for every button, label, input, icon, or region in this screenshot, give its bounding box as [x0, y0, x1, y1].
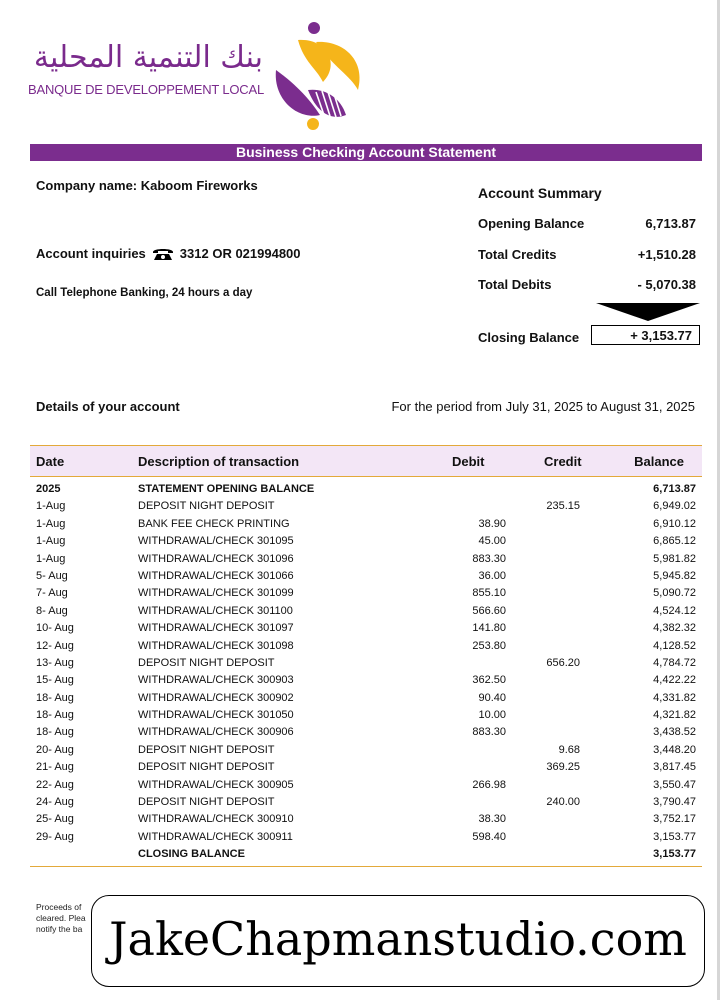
cell-description: DEPOSIT NIGHT DEPOSIT	[138, 743, 275, 756]
footnote-line: cleared. Plea	[36, 913, 86, 923]
total-credits-value: +1,510.28	[637, 247, 696, 262]
table-row	[30, 707, 702, 724]
cell-balance: 6,910.12	[653, 517, 696, 530]
cell-date: 7- Aug	[36, 587, 68, 600]
cell-date: 25- Aug	[36, 813, 74, 826]
cell-balance: 3,448.20	[653, 743, 696, 756]
table-row	[30, 724, 702, 741]
cell-balance: 4,321.82	[653, 709, 696, 722]
cell-debit: 141.80	[472, 622, 506, 635]
cell-description: WITHDRAWAL/CHECK 301096	[138, 552, 294, 565]
cell-description: DEPOSIT NIGHT DEPOSIT	[138, 500, 275, 513]
cell-date: 13- Aug	[36, 656, 74, 669]
cell-balance: 4,331.82	[653, 691, 696, 704]
cell-balance: 5,945.82	[653, 569, 696, 582]
cell-description: WITHDRAWAL/CHECK 300902	[138, 691, 294, 704]
cell-description: WITHDRAWAL/CHECK 301100	[138, 604, 293, 617]
table-row	[30, 846, 702, 863]
cell-date: 22- Aug	[36, 778, 74, 791]
details-heading: Details of your account	[36, 399, 180, 414]
table-row	[30, 498, 702, 515]
transactions-table	[30, 481, 702, 864]
cell-description: DEPOSIT NIGHT DEPOSIT	[138, 796, 275, 809]
table-row	[30, 638, 702, 655]
cell-description: WITHDRAWAL/CHECK 301098	[138, 639, 294, 652]
cell-description: WITHDRAWAL/CHECK 300903	[138, 674, 294, 687]
cell-debit: 883.30	[472, 552, 506, 565]
cell-description: WITHDRAWAL/CHECK 301095	[138, 535, 294, 548]
statement-title: Business Checking Account Statement	[30, 144, 702, 161]
cell-balance: 3,790.47	[653, 796, 696, 809]
cell-description: STATEMENT OPENING BALANCE	[138, 483, 315, 495]
total-debits-row	[478, 277, 696, 292]
telephone-banking-note: Call Telephone Banking, 24 hours a day	[36, 287, 253, 299]
statement-period: For the period from July 31, 2025 to August 31, 2025	[391, 399, 695, 414]
cell-debit: 362.50	[472, 674, 506, 687]
account-inquiries	[36, 246, 301, 261]
cell-credit: 656.20	[546, 656, 580, 669]
table-bottom-rule	[30, 866, 702, 867]
cell-date: 20- Aug	[36, 743, 74, 756]
cell-balance: 3,153.77	[653, 848, 696, 861]
cell-date: 12- Aug	[36, 639, 74, 652]
inquiries-numbers: 3312 OR 021994800	[179, 246, 301, 261]
cell-balance: 3,438.52	[653, 726, 696, 739]
header-debit: Debit	[452, 454, 485, 469]
table-row	[30, 829, 702, 846]
cell-balance: 4,382.32	[653, 622, 696, 635]
company-name: Company name: Kaboom Fireworks	[36, 178, 258, 193]
cell-balance: 4,128.52	[653, 639, 696, 652]
table-row	[30, 533, 702, 550]
header-credit: Credit	[544, 454, 582, 469]
closing-balance-value: + 3,153.77	[591, 325, 700, 345]
cell-description: WITHDRAWAL/CHECK 300911	[138, 830, 293, 843]
footnote-line: notify the ba	[36, 924, 83, 934]
cell-debit: 883.30	[472, 726, 506, 739]
cell-balance: 3,153.77	[653, 830, 696, 843]
header-balance: Balance	[634, 454, 684, 469]
cell-date: 29- Aug	[36, 830, 74, 843]
cell-debit: 266.98	[472, 778, 506, 791]
cell-date: 2025	[36, 483, 61, 495]
cell-date: 1-Aug	[36, 517, 66, 530]
cell-description: WITHDRAWAL/CHECK 300910	[138, 813, 294, 826]
cell-description: WITHDRAWAL/CHECK 300906	[138, 726, 294, 739]
inquiries-label: Account inquiries	[36, 246, 146, 261]
cell-balance: 3,817.45	[653, 761, 696, 774]
cell-date: 1-Aug	[36, 552, 66, 565]
cell-description: WITHDRAWAL/CHECK 301097	[138, 622, 294, 635]
total-debits-value: - 5,070.38	[637, 277, 696, 292]
cell-description: BANK FEE CHECK PRINTING	[138, 517, 290, 530]
cell-date: 8- Aug	[36, 604, 68, 617]
cell-credit: 369.25	[546, 761, 580, 774]
cell-credit: 9.68	[558, 743, 580, 756]
cell-description: WITHDRAWAL/CHECK 300905	[138, 778, 294, 791]
cell-balance: 3,550.47	[653, 778, 696, 791]
bank-logo-icon	[268, 20, 368, 132]
down-arrow-icon	[596, 303, 700, 321]
table-row	[30, 568, 702, 585]
table-row	[30, 794, 702, 811]
telephone-icon	[152, 247, 174, 261]
total-debits-label: Total Debits	[478, 277, 552, 292]
cell-description: WITHDRAWAL/CHECK 301099	[138, 587, 294, 600]
table-row	[30, 811, 702, 828]
table-row	[30, 672, 702, 689]
cell-balance: 4,422.22	[653, 674, 696, 687]
cell-debit: 38.90	[478, 517, 506, 530]
table-row	[30, 777, 702, 794]
cell-debit: 566.60	[472, 604, 506, 617]
table-row	[30, 481, 702, 498]
account-summary-title: Account Summary	[478, 185, 602, 201]
cell-balance: 4,524.12	[653, 604, 696, 617]
opening-balance-label: Opening Balance	[478, 216, 585, 231]
bank-name-arabic: بنك التنمية المحلية	[33, 40, 263, 75]
cell-date: 15- Aug	[36, 674, 74, 687]
cell-description: WITHDRAWAL/CHECK 301066	[138, 569, 294, 582]
cell-description: CLOSING BALANCE	[138, 848, 245, 861]
table-row	[30, 620, 702, 637]
bank-name-french: BANQUE DE DEVELOPPEMENT LOCAL	[28, 82, 264, 97]
cell-balance: 3,752.17	[653, 813, 696, 826]
cell-date: 1-Aug	[36, 500, 66, 513]
table-row	[30, 742, 702, 759]
cell-date: 18- Aug	[36, 726, 74, 739]
cell-debit: 10.00	[478, 709, 506, 722]
table-row	[30, 551, 702, 568]
cell-balance: 4,784.72	[653, 656, 696, 669]
opening-balance-value: 6,713.87	[645, 216, 696, 231]
transactions-header	[30, 445, 702, 477]
cell-balance: 5,090.72	[653, 587, 696, 600]
cell-debit: 855.10	[472, 587, 506, 600]
total-credits-label: Total Credits	[478, 247, 557, 262]
cell-balance: 5,981.82	[653, 552, 696, 565]
cell-debit: 36.00	[478, 569, 506, 582]
table-row	[30, 603, 702, 620]
cell-description: WITHDRAWAL/CHECK 301050	[138, 709, 294, 722]
cell-debit: 90.40	[478, 691, 506, 704]
table-row	[30, 516, 702, 533]
closing-balance-label: Closing Balance	[478, 330, 580, 345]
cell-debit: 253.80	[472, 639, 506, 652]
cell-date: 10- Aug	[36, 622, 74, 635]
opening-balance-row	[478, 216, 696, 231]
table-row	[30, 759, 702, 776]
header-description: Description of transaction	[138, 454, 300, 469]
cell-debit: 598.40	[472, 830, 506, 843]
cell-balance: 6,949.02	[653, 500, 696, 513]
footnote-line: Proceeds of	[36, 902, 82, 912]
table-row	[30, 690, 702, 707]
footnote	[36, 902, 86, 935]
cell-balance: 6,865.12	[653, 535, 696, 548]
watermark: JakeChapmanstudio.com	[91, 895, 705, 987]
cell-date: 21- Aug	[36, 761, 74, 774]
header-date: Date	[36, 454, 65, 469]
cell-date: 18- Aug	[36, 691, 74, 704]
cell-credit: 235.15	[546, 500, 580, 513]
table-row	[30, 585, 702, 602]
cell-date: 1-Aug	[36, 535, 66, 548]
cell-date: 5- Aug	[36, 569, 68, 582]
cell-credit: 240.00	[546, 796, 580, 809]
cell-date: 24- Aug	[36, 796, 74, 809]
total-credits-row	[478, 247, 696, 262]
cell-balance: 6,713.87	[653, 483, 696, 495]
table-row	[30, 655, 702, 672]
cell-date: 18- Aug	[36, 709, 74, 722]
cell-description: DEPOSIT NIGHT DEPOSIT	[138, 656, 275, 669]
cell-description: DEPOSIT NIGHT DEPOSIT	[138, 761, 275, 774]
cell-debit: 38.30	[478, 813, 506, 826]
cell-debit: 45.00	[478, 535, 506, 548]
